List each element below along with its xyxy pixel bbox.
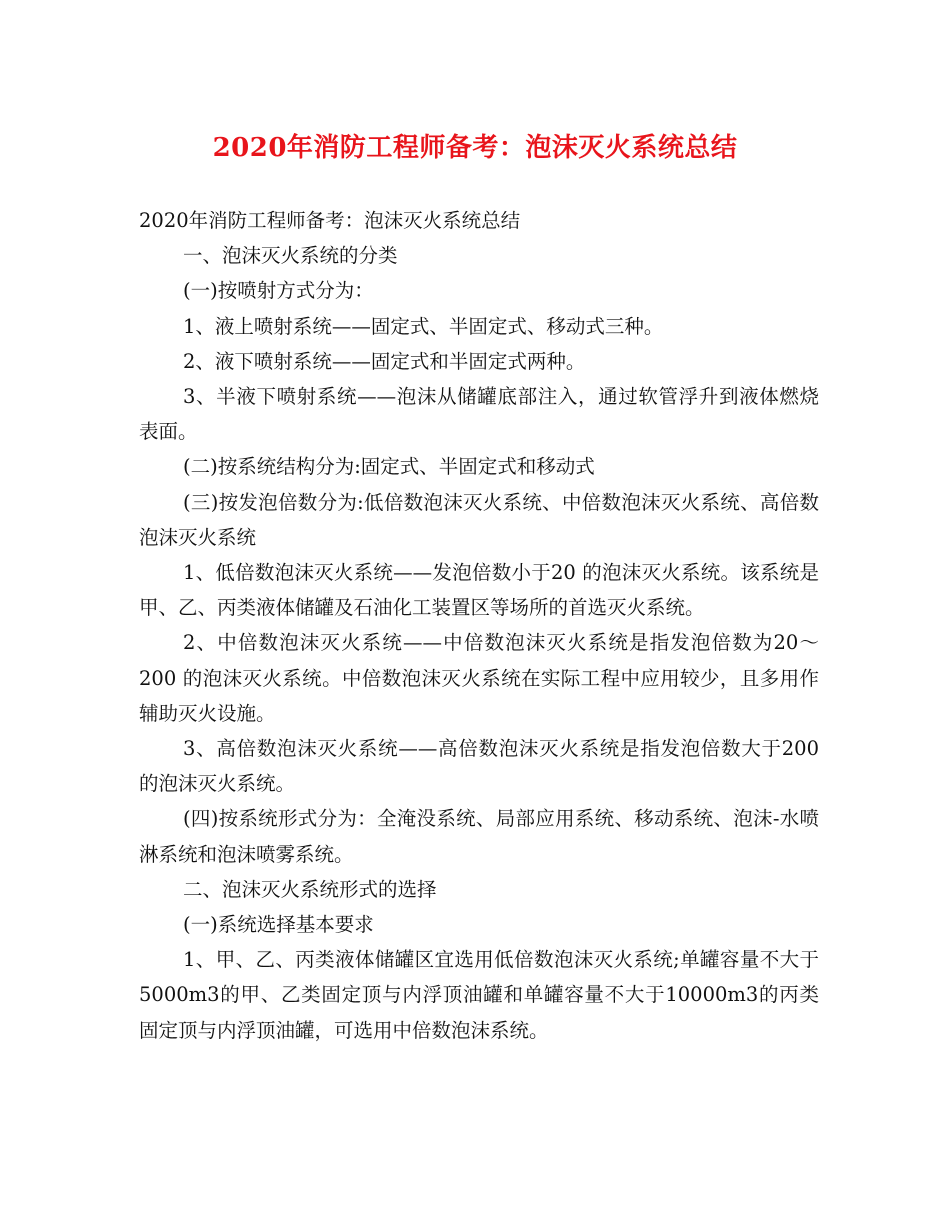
paragraph-item: 3、半液下喷射系统——泡沫从储罐底部注入，通过软管浮升到液体燃烧表面。 [139,385,819,444]
paragraph-item: 1、低倍数泡沫灭火系统——发泡倍数小于20 的泡沫灭火系统。该系统是甲、乙、丙类液体储罐及石油化工装置区等场所的首选灭火系统。 [139,561,819,620]
subsection-by-spray-method: (一)按喷射方式分为： [183,279,374,303]
paragraph-item: 1、甲、乙、丙类液体储罐区宜选用低倍数泡沫灭火系统;单罐容量不大于5000m3的甲、乙类固定顶与内浮顶油罐和单罐容量不大于10000m3的丙类固定顶与内浮顶油罐，可选用中倍数泡沫系统。 [139,948,819,1042]
subsection-basic-requirements: (一)系统选择基本要求 [183,913,374,937]
document-title: 2020年消防工程师备考：泡沫灭火系统总结 [212,133,738,163]
paragraph-item: 3、高倍数泡沫灭火系统——高倍数泡沫灭火系统是指发泡倍数大于200 的泡沫灭火系统。 [139,737,819,796]
paragraph-item: 1、液上喷射系统——固定式、半固定式、移动式三种。 [183,314,664,338]
document-body [139,203,819,1048]
section-heading-classification: 一、泡沫灭火系统的分类 [183,244,398,268]
section-heading-selection: 二、泡沫灭火系统形式的选择 [183,877,437,901]
subsection-by-structure: (二)按系统结构分为:固定式、半固定式和移动式 [183,455,595,479]
paragraph-item: 2、液下喷射系统——固定式和半固定式两种。 [183,349,586,373]
subsection-by-system-form: (四)按系统形式分为：全淹没系统、局部应用系统、移动系统、泡沫-水喷淋系统和泡沫喷雾系统。 [139,807,819,866]
subsection-by-expansion-ratio: (三)按发泡倍数分为:低倍数泡沫灭火系统、中倍数泡沫灭火系统、高倍数泡沫灭火系统 [139,490,819,549]
paragraph-item: 2、中倍数泡沫灭火系统——中倍数泡沫灭火系统是指发泡倍数为20～200 的泡沫灭火系统。中倍数泡沫灭火系统在实际工程中应用较少，且多用作辅助灭火设施。 [139,631,819,725]
paragraph-heading-repeat: 2020年消防工程师备考：泡沫灭火系统总结 [139,209,521,232]
